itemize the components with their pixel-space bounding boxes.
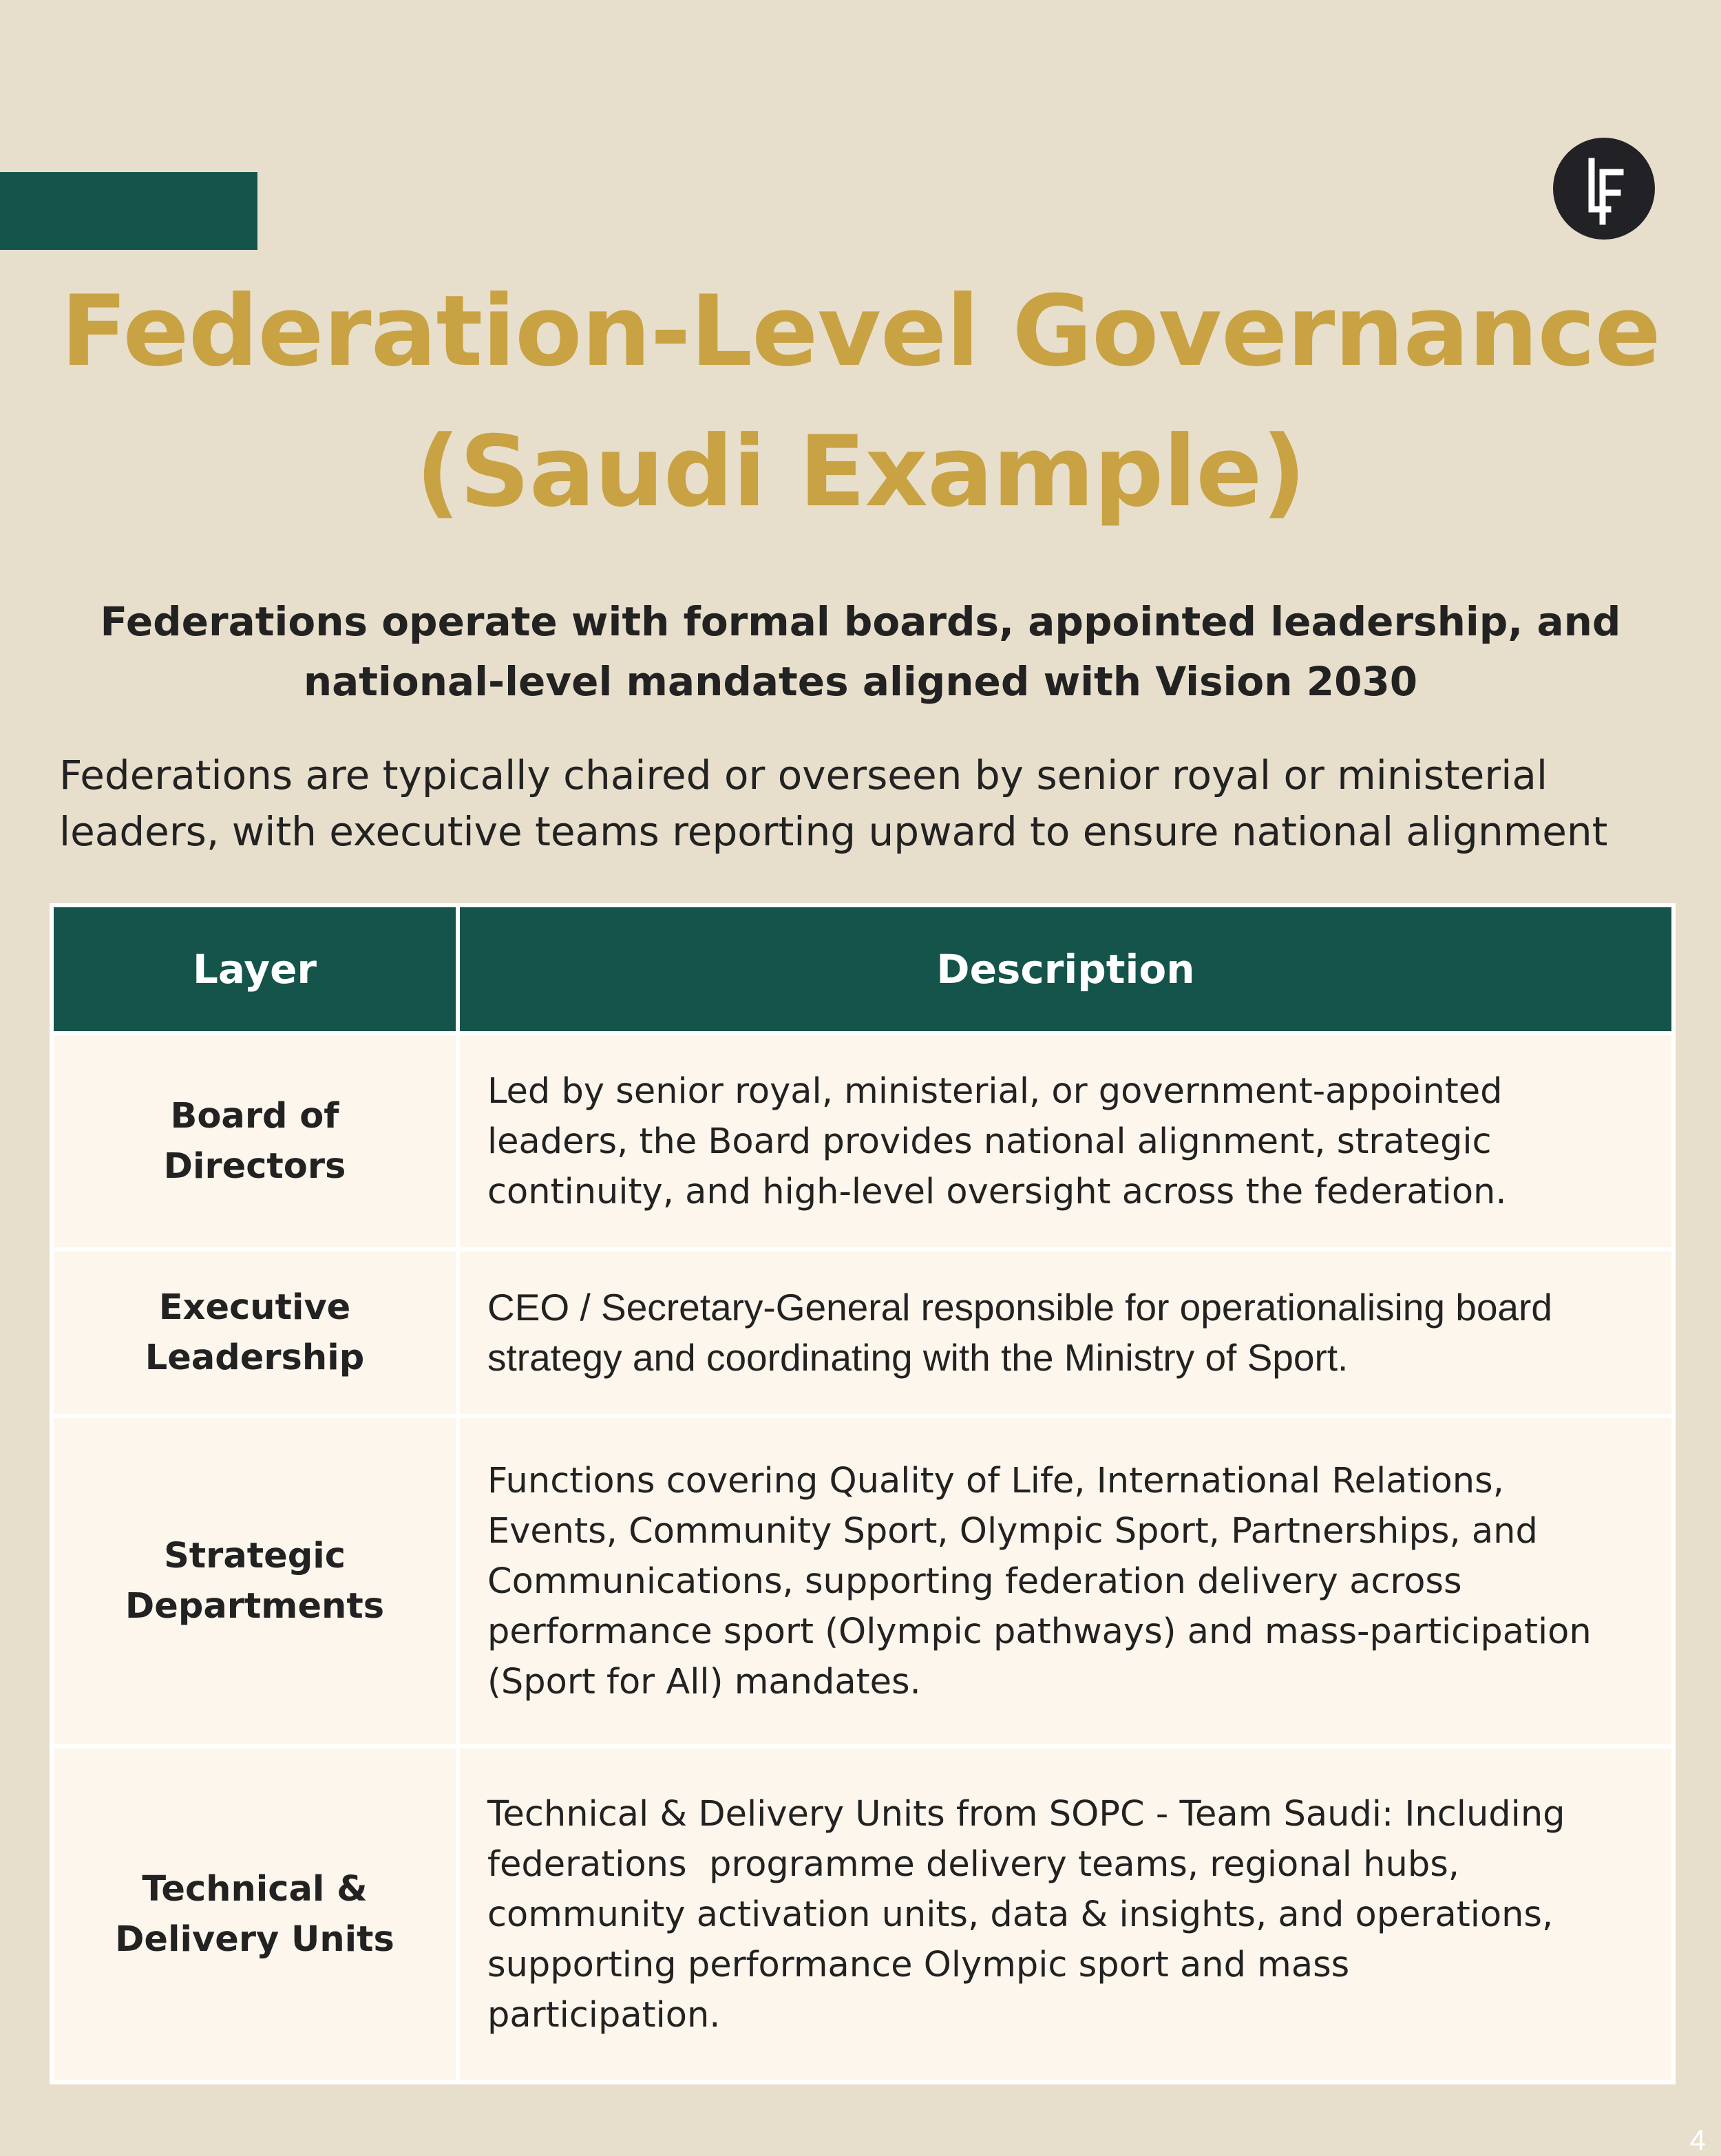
description-line: CEO / Secretary-General responsible for operationalising board — [487, 1286, 1552, 1329]
layer-line: Departments — [125, 1586, 385, 1627]
description-line: Led by senior royal, ministerial, or government-appointed — [487, 1070, 1503, 1112]
description-cell-strategic — [458, 1416, 1674, 1746]
layer-cell-technical — [52, 1746, 458, 2082]
layer-line: Strategic — [164, 1536, 346, 1576]
description-line: supporting performance Olympic sport and mass — [487, 1944, 1350, 1985]
description-line: performance sport (Olympic pathways) and mass-participation — [487, 1611, 1592, 1652]
accent-bar — [0, 172, 257, 250]
description-line: strategy and coordinating with the Ministry of Sport. — [487, 1336, 1349, 1379]
layer-line: Leadership — [145, 1338, 365, 1378]
layer-cell-board — [52, 1033, 458, 1249]
lf-logo-glyph — [1553, 138, 1655, 240]
intro-paragraph — [59, 747, 1698, 860]
layer-line: Executive — [158, 1287, 351, 1328]
description-cell-technical — [458, 1746, 1674, 2082]
table-row — [52, 1033, 1674, 1249]
layer-cell-strategic — [52, 1416, 458, 1746]
description-line: leaders, the Board provides national alignment, strategic — [487, 1121, 1492, 1162]
header-layer: Layer — [52, 905, 458, 1033]
lf-logo-icon — [1553, 138, 1655, 240]
governance-table — [50, 903, 1676, 2084]
layer-cell-executive — [52, 1249, 458, 1416]
layer-line: Delivery Units — [115, 1919, 394, 1960]
intro-line-2: leaders, with executive teams reporting upward to ensure national alignment — [59, 808, 1608, 855]
description-line: Functions covering Quality of Life, International Relations, — [487, 1460, 1504, 1501]
description-line: federations programme delivery teams, regional hubs, — [487, 1843, 1459, 1885]
title-line-1: Federation-Level Governance — [61, 275, 1660, 388]
table-row — [52, 1249, 1674, 1416]
description-line: (Sport for All) mandates. — [487, 1661, 921, 1702]
subtitle-line-1: Federations operate with formal boards, appointed leadership, and — [100, 598, 1621, 645]
intro-line-1: Federations are typically chaired or overseen by senior royal or ministerial — [59, 752, 1548, 799]
page-title — [0, 262, 1721, 542]
table-row — [52, 1746, 1674, 2082]
layer-line: Technical & — [142, 1869, 368, 1910]
layer-line: Directors — [163, 1146, 346, 1187]
description-line: community activation units, data & insights, and operations, — [487, 1894, 1554, 1935]
description-line: Communications, supporting federation delivery across — [487, 1561, 1462, 1602]
layer-line: Board of — [170, 1096, 339, 1137]
table-header-row — [52, 905, 1674, 1033]
description-line: continuity, and high-level oversight across the federation. — [487, 1171, 1507, 1212]
description-line: Technical & Delivery Units from SOPC - Team Saudi: Including — [487, 1793, 1565, 1835]
title-line-2: (Saudi Example) — [415, 415, 1306, 529]
description-cell-board — [458, 1033, 1674, 1249]
header-description: Description — [458, 905, 1674, 1033]
description-line: Events, Community Sport, Olympic Sport, Partnerships, and — [487, 1510, 1538, 1552]
description-cell-executive — [458, 1249, 1674, 1416]
page-number: 4 — [1689, 2124, 1706, 2156]
page-subtitle — [69, 592, 1652, 712]
description-line: participation. — [487, 1994, 721, 2036]
subtitle-line-2: national-level mandates aligned with Vision 2030 — [303, 658, 1418, 705]
table-row — [52, 1416, 1674, 1746]
